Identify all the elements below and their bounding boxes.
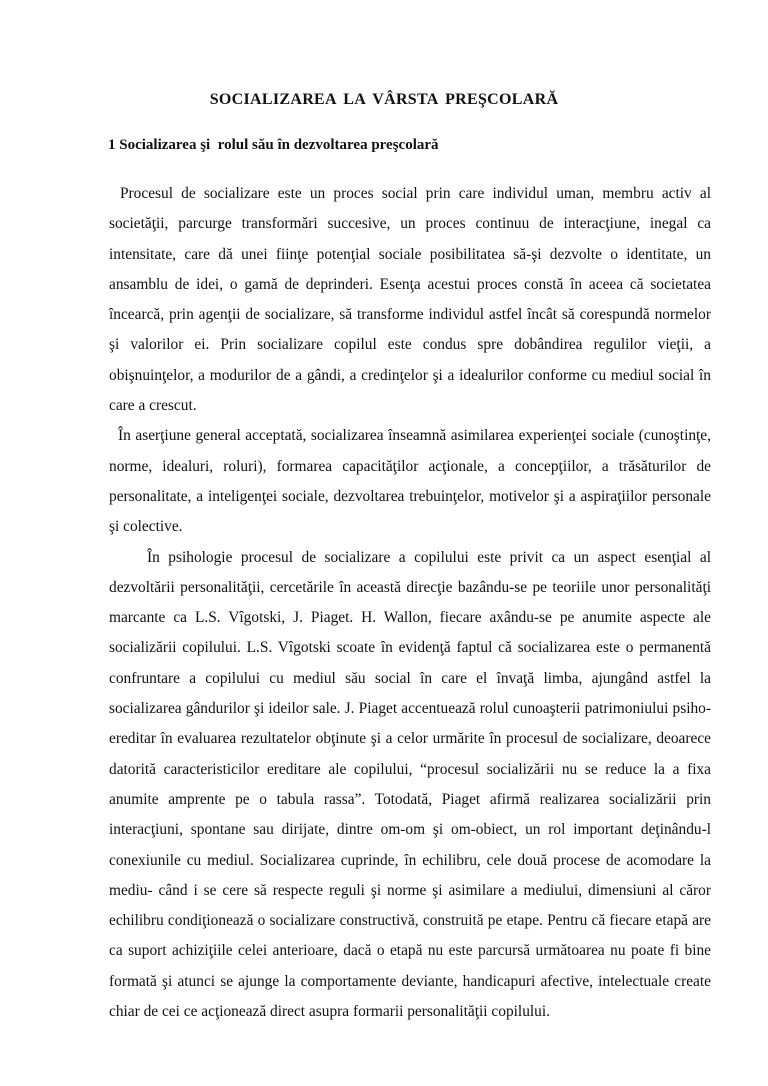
document-body: [109, 179, 711, 1027]
paragraph: În psihologie procesul de socializare a copilului este privit ca un aspect esenţial al dezvoltării personalităţii, cercetările în această direcţie bazându-se pe teoriile unor personalităţi marcante ca L.S. Vîgotski, J. Piaget. H. Wallon, fiecare axându-se pe anumite aspecte ale socializării copilului. L.S. Vîgotski scoate în evidenţă faptul că socializarea este o permanentă confruntare a copilului cu mediul său social în care el învaţă limba, ajungând astfel la socializarea gândurilor şi ideilor sale. J. Piaget accentuează rolul cunoaşterii patrimoniului psiho-ereditar în evaluarea rezultatelor obţinute şi a celor urmărite în procesul de socializare, deoarece datorită caracteristicilor ereditare ale copilului, “procesul socializării nu se reduce la a fixa anumite amprente pe o tabula rassa”. Totodată, Piaget afirmă realizarea socializării prin interacţiuni, spontane sau dirijate, dintre om-om şi om-obiect, un rol important deţinându-l conexiunile cu mediul. Socializarea cuprinde, în echilibru, cele două procese de acomodare la mediu- când i se cere să respecte reguli şi norme şi asimilare a mediului, dimensiuni al căror echilibru condiţionează o socializare constructivă, construită pe etape. Pentru că fiecare etapă are ca suport achiziţiile celei anterioare, dacă o etapă nu este parcursă următoarea nu poate fi bine formată şi atunci se ajunge la comportamente deviante, handicapuri afective, intelectuale create chiar de cei ce acţionează direct asupra formarii personalităţii copilului.: [109, 548, 711, 1021]
paragraph: În aserţiune general acceptată, socializarea înseamnă asimilarea experienţei sociale (cunoştinţe, norme, idealuri, roluri), formarea capacităţilor acţionale, a concepţiilor, a trăsăturilor de personalitate, a inteligenţei sociale, dezvoltarea trebuinţelor, motivelor şi a aspiraţiilor personale şi colective.: [109, 427, 711, 536]
page-title: SOCIALIZAREA LA VÂRSTA PREŞCOLARĂ: [209, 91, 559, 108]
paragraph: Procesul de socializare este un proces social prin care individul uman, membru activ al societăţii, parcurge transformări succesive, un proces continuu de interacţiune, inegal ca intensitate, care dă unei fiinţe potenţial sociale posibilitatea să-şi dezvolte o identitate, un ansamblu de idei, o gamă de deprinderi. Esenţa acestui proces constă în aceea că societatea încearcă, prin agenţii de socializare, să transforme individul astfel încât să corespundă normelor şi valorilor ei. Prin socializare copilul este condus spre dobândirea regulilor vieţii, a obişnuinţelor, a modurilor de a gândi, a credinţelor şi a idealurilor conforme cu mediul social în care a crescut.: [109, 185, 711, 415]
section-heading: 1 Socializarea şi rolul său în dezvoltarea preşcolară: [108, 137, 439, 153]
